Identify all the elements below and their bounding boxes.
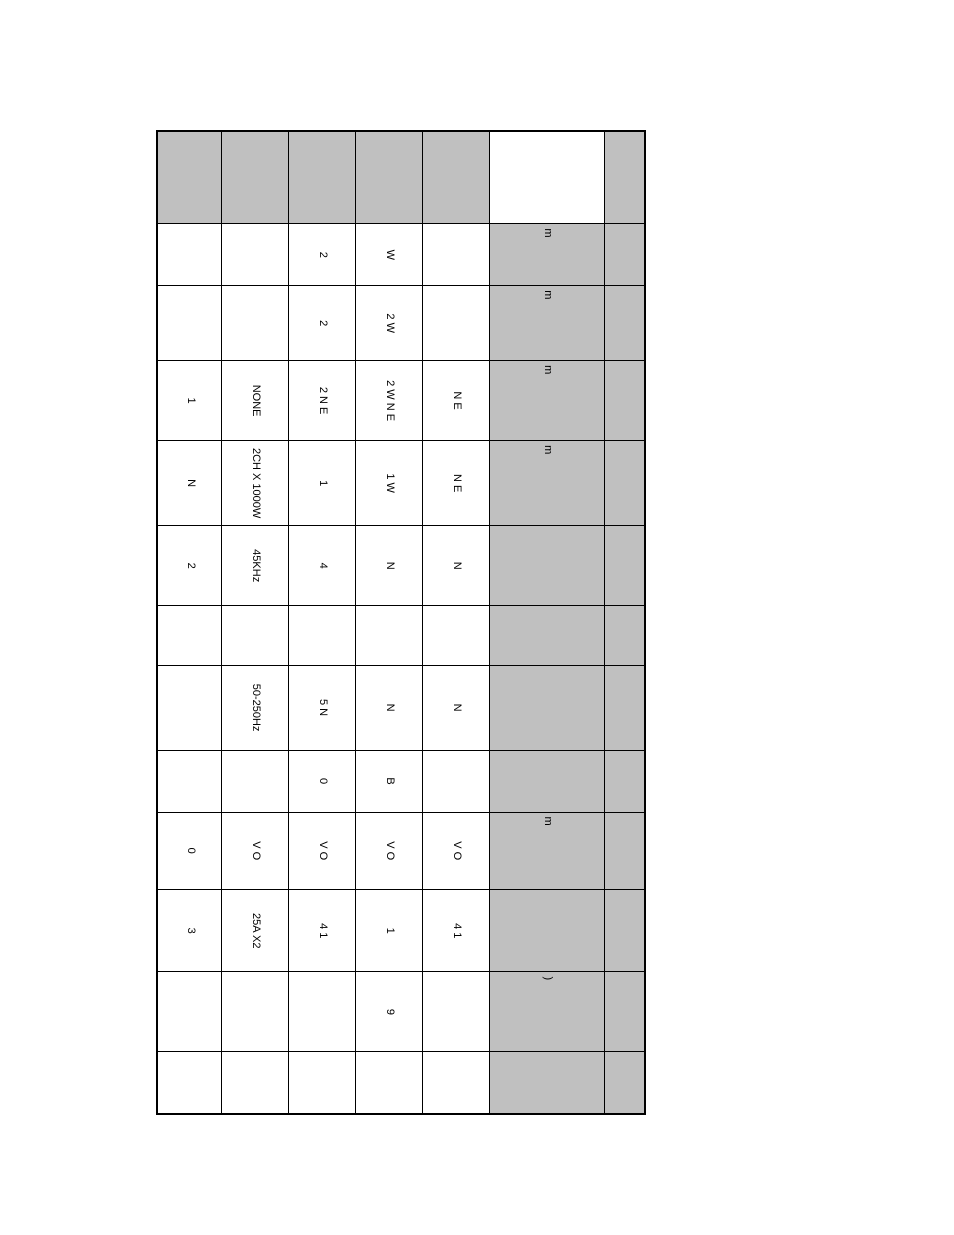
header-cell-5 <box>605 526 645 606</box>
cell-6 <box>222 606 289 665</box>
row-label <box>289 131 356 224</box>
table-row <box>222 131 289 1114</box>
label-cell-6 <box>490 606 605 665</box>
cell-8 <box>222 750 289 812</box>
cell-1 <box>157 224 222 286</box>
table-row <box>289 131 356 1114</box>
header-cell-3 <box>605 361 645 441</box>
cell-2 <box>157 286 222 361</box>
cell-8 <box>423 750 490 812</box>
label-cell-7 <box>490 665 605 750</box>
cell-2: 2 <box>289 286 356 361</box>
cell-5: N <box>423 526 490 606</box>
header-cell-11 <box>605 972 645 1052</box>
label-cell-12 <box>490 1052 605 1114</box>
cell-4: 1 <box>289 441 356 526</box>
cell-current: 25A X2 <box>222 889 289 972</box>
table-row-labels <box>490 131 605 1114</box>
cell-4: 1 W <box>356 441 423 526</box>
cell-12 <box>222 1052 289 1114</box>
cell-11 <box>222 972 289 1052</box>
cell-1: 2 <box>289 224 356 286</box>
specification-table <box>156 130 646 1115</box>
cell-9: 0 <box>157 812 222 889</box>
label-cell-8 <box>490 750 605 812</box>
header-cell-6 <box>605 606 645 665</box>
cell-1: W <box>356 224 423 286</box>
cell-7: N <box>356 665 423 750</box>
cell-11 <box>289 972 356 1052</box>
label-cell-1: m <box>490 224 605 286</box>
header-cell-12 <box>605 1052 645 1114</box>
label-cell-2: m <box>490 286 605 361</box>
cell-12 <box>289 1052 356 1114</box>
header-cell-7 <box>605 665 645 750</box>
row-label <box>356 131 423 224</box>
cell-frequency: 45KHz <box>222 526 289 606</box>
cell-none: NONE <box>222 361 289 441</box>
cell-10: 4 1 <box>289 889 356 972</box>
row-label <box>222 131 289 224</box>
cell-11 <box>157 972 222 1052</box>
cell-10: 4 1 <box>423 889 490 972</box>
cell-3: 2 W N E <box>356 361 423 441</box>
cell-8: 0 <box>289 750 356 812</box>
cell-6 <box>423 606 490 665</box>
cell-4: N E <box>423 441 490 526</box>
label-cell-9: m <box>490 812 605 889</box>
cell-9: V O <box>289 812 356 889</box>
cell-7 <box>157 665 222 750</box>
cell-9: V O <box>222 812 289 889</box>
rotated-table-wrapper <box>158 130 646 1115</box>
header-cell-2 <box>605 286 645 361</box>
cell-4: N <box>157 441 222 526</box>
cell-11: 9 <box>356 972 423 1052</box>
header-cell-label <box>605 131 645 224</box>
cell-12 <box>157 1052 222 1114</box>
cell-5: N <box>356 526 423 606</box>
cell-9: V O <box>423 812 490 889</box>
cell-6 <box>157 606 222 665</box>
row-label <box>423 131 490 224</box>
cell-freq-range: 50-250Hz <box>222 665 289 750</box>
label-cell-blank <box>490 131 605 224</box>
cell-6 <box>289 606 356 665</box>
cell-10: 3 <box>157 889 222 972</box>
cell-2: 2 W <box>356 286 423 361</box>
label-cell-5 <box>490 526 605 606</box>
cell-9: V O <box>356 812 423 889</box>
header-cell-9 <box>605 812 645 889</box>
label-cell-3: m <box>490 361 605 441</box>
cell-3: 2 N E <box>289 361 356 441</box>
cell-6 <box>356 606 423 665</box>
table-header-row <box>605 131 645 1114</box>
cell-2 <box>222 286 289 361</box>
cell-1 <box>423 224 490 286</box>
header-cell-4 <box>605 441 645 526</box>
label-cell-11: ) <box>490 972 605 1052</box>
header-cell-10 <box>605 889 645 972</box>
cell-8 <box>157 750 222 812</box>
cell-12 <box>423 1052 490 1114</box>
cell-7: N <box>423 665 490 750</box>
cell-2 <box>423 286 490 361</box>
row-label <box>157 131 222 224</box>
cell-5: 2 <box>157 526 222 606</box>
cell-7: 5 N <box>289 665 356 750</box>
cell-11 <box>423 972 490 1052</box>
table-row <box>157 131 222 1114</box>
cell-12 <box>356 1052 423 1114</box>
cell-3: 1 <box>157 361 222 441</box>
table-row <box>423 131 490 1114</box>
cell-power: 2CH X 1000W <box>222 441 289 526</box>
table-row <box>356 131 423 1114</box>
label-cell-10 <box>490 889 605 972</box>
cell-8: B <box>356 750 423 812</box>
cell-3: N E <box>423 361 490 441</box>
header-cell-1 <box>605 224 645 286</box>
cell-5: 4 <box>289 526 356 606</box>
label-cell-4: m <box>490 441 605 526</box>
cell-1 <box>222 224 289 286</box>
cell-10: 1 <box>356 889 423 972</box>
header-cell-8 <box>605 750 645 812</box>
